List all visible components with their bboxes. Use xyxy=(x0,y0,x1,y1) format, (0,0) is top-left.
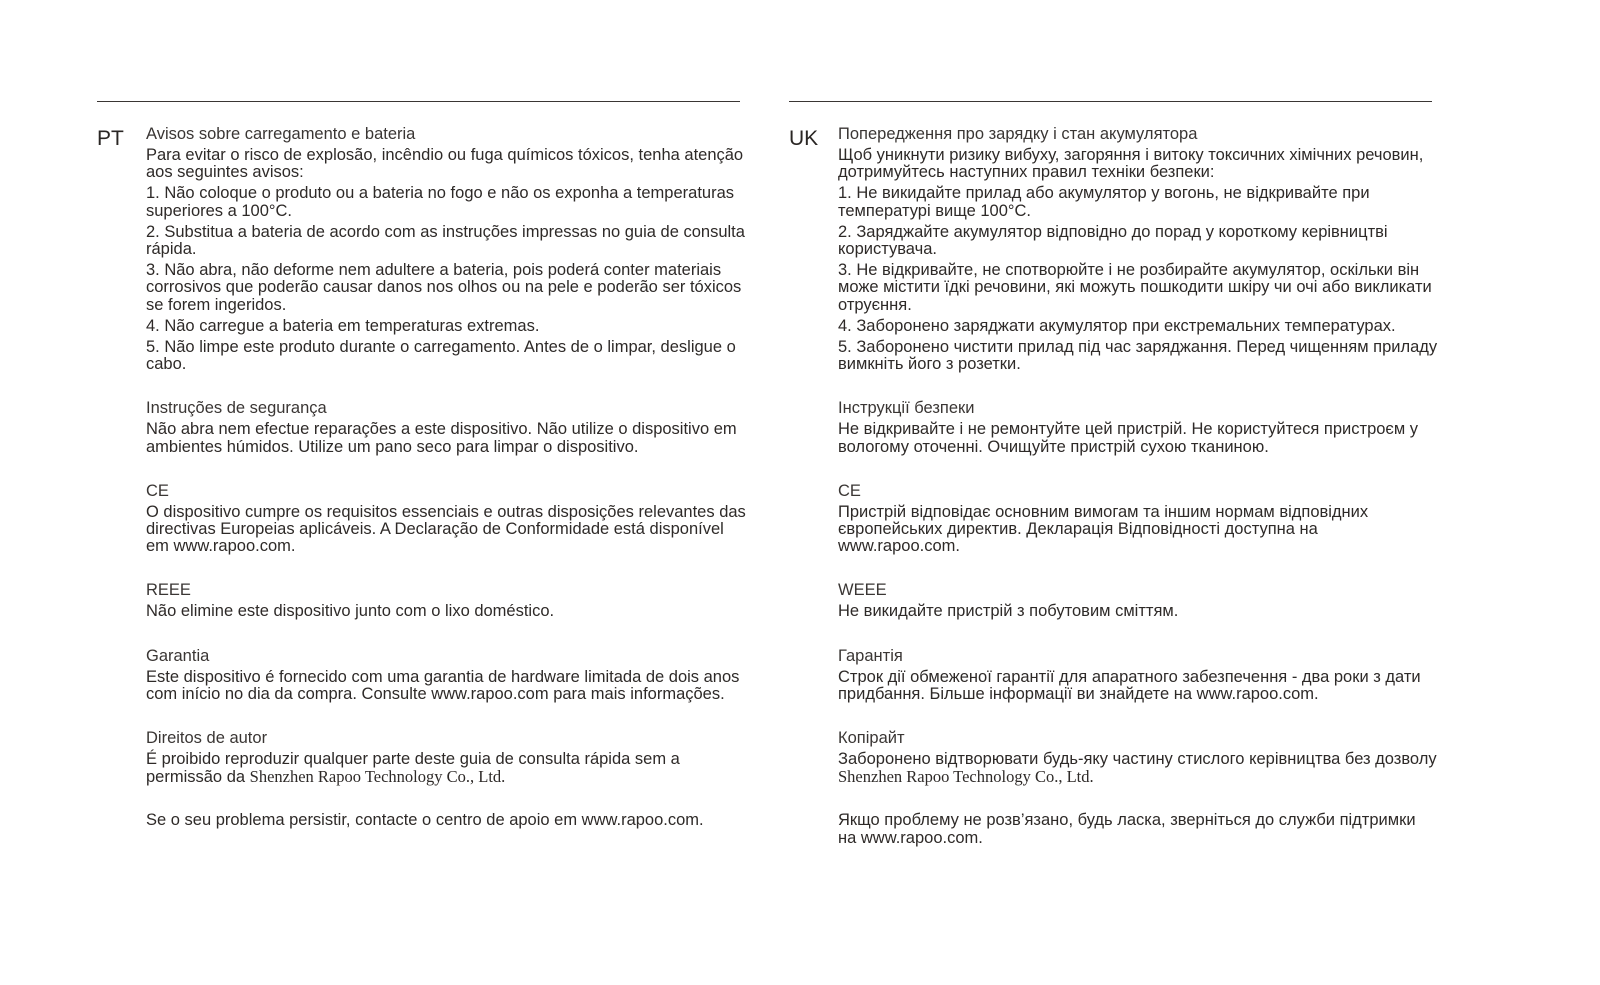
pt-ce-section xyxy=(146,482,746,556)
uk-battery-section xyxy=(838,125,1438,373)
pt-warranty-text: Este dispositivo é fornecido com uma garantia de hardware limitada de dois anos com início no dia da compra. Consulte www.rapoo.com para mais informações. xyxy=(146,667,740,703)
uk-support-text: Якщо проблему не розв’язано, будь ласка, зверніться до служби підтримки на www.rapoo.com. xyxy=(838,811,1416,847)
pt-battery-item-2: 2. Substitua a bateria de acordo com as instruções impressas no guia de consulta rápida. xyxy=(146,222,745,259)
uk-warranty-section xyxy=(838,647,1438,703)
uk-copyright-section xyxy=(838,729,1438,786)
pt-battery-item-5: 5. Não limpe este produto durante o carregamento. Antes de o limpar, desligue o cabo. xyxy=(146,338,736,374)
uk-safety-section xyxy=(838,399,1438,455)
uk-top-divider xyxy=(789,101,1432,102)
pt-safety-heading: Instruções de segurança xyxy=(146,399,327,418)
uk-battery-heading: Попередження про зарядку і стан акумулятора xyxy=(838,125,1198,143)
pt-support-section xyxy=(146,812,746,829)
uk-battery-item-1: 1. Не викидайте прилад або акумулятор у вогонь, не відкривайте при температурі вище 100°C. xyxy=(838,184,1370,220)
uk-copyright-company: Shenzhen Rapoo Technology Co., Ltd. xyxy=(838,767,1094,787)
pt-ce-text: O dispositivo cumpre os requisitos essenciais e outras disposições relevantes das directivas Europeias aplicáveis. A Declaração de Conformidade está disponível em www.rapoo.com. xyxy=(146,502,746,556)
pt-copyright-section xyxy=(146,729,746,786)
pt-battery-item-3: 3. Não abra, não deforme nem adultere a bateria, pois poderá conter materiais corrosivos que poderão causar danos nos olhos ou na pele e poderão ser tóxicos se forem ingeridos. xyxy=(146,261,742,314)
uk-warranty-text: Строк дії обмеженої гарантії для апаратного забезпечення - два роки з дати придбання. Більше інформації ви знайдете на www.rapoo.com. xyxy=(838,667,1421,703)
pt-copyright-paragraph xyxy=(146,751,746,786)
pt-weee-text: Não elimine este dispositivo junto com o lixo doméstico. xyxy=(146,602,555,621)
uk-battery-item-2: 2. Заряджайте акумулятор відповідно до порад у короткому керівництві користувача. xyxy=(838,222,1388,259)
pt-battery-item-1: 1. Não coloque o produto ou a bateria no fogo e não os exponha a temperaturas superiores a 100°C. xyxy=(146,184,735,220)
pt-support-text: Se o seu problema persistir, contacte o centro de apoio em www.rapoo.com. xyxy=(146,811,704,830)
uk-content xyxy=(838,125,1438,873)
uk-copyright-paragraph xyxy=(838,751,1438,786)
pt-top-divider xyxy=(97,101,740,102)
pt-battery-section xyxy=(146,125,746,373)
uk-battery-intro: Щоб уникнути ризику вибуху, загоряння і витоку токсичних хімічних речовин, дотримуйтесь наступних правил техніки безпеки: xyxy=(838,146,1424,182)
uk-weee-heading: WEEE xyxy=(838,581,887,600)
pt-ce-heading: CE xyxy=(146,481,169,500)
pt-safety-text: Não abra nem efectue reparações a este dispositivo. Não utilize o dispositivo em ambientes húmidos. Utilize um pano seco para limpar o dispositivo. xyxy=(146,420,737,456)
uk-ce-section xyxy=(838,482,1438,556)
uk-ce-heading: CE xyxy=(838,481,861,500)
uk-language-code: UK xyxy=(789,127,819,150)
pt-battery-intro: Para evitar o risco de explosão, incêndio ou fuga químicos tóxicos, tenha atenção aos seguintes avisos: xyxy=(146,146,744,182)
pt-weee-section xyxy=(146,581,746,620)
uk-ce-text: Пристрій відповідає основним вимогам та іншим нормам відповідних європейських директив. Декларація Відповідності доступна на www.rapoo.com. xyxy=(838,502,1369,556)
uk-weee-section xyxy=(838,581,1438,620)
uk-battery-item-3: 3. Не відкривайте, не спотворюйте і не розбирайте акумулятор, оскільки він може містити їдкі речовини, які можуть пошкодити шкіру чи очі або викликати отруєння. xyxy=(838,261,1432,314)
pt-language-code: PT xyxy=(97,127,124,150)
uk-support-section xyxy=(838,812,1438,846)
pt-copyright-heading: Direitos de autor xyxy=(146,729,268,748)
uk-copyright-heading: Копірайт xyxy=(838,729,905,748)
pt-copyright-text: É proibido reproduzir qualquer parte deste guia de consulta rápida sem a permissão da xyxy=(146,750,680,787)
pt-battery-heading: Avisos sobre carregamento e bateria xyxy=(146,125,416,143)
uk-safety-heading: Інструкції безпеки xyxy=(838,399,975,418)
uk-battery-item-4: 4. Заборонено заряджати акумулятор при екстремальних температурах. xyxy=(838,316,1396,335)
pt-weee-heading: REEE xyxy=(146,581,191,600)
pt-battery-item-4: 4. Não carregue a bateria em temperaturas extremas. xyxy=(146,316,540,335)
pt-safety-section xyxy=(146,399,746,455)
pt-column xyxy=(97,0,746,985)
uk-copyright-text: Заборонено відтворювати будь-яку частину стислого керівництва без дозволу xyxy=(838,750,1437,769)
uk-battery-item-5: 5. Заборонено чистити прилад під час заряджання. Перед чищенням приладу вимкніть його з розетки. xyxy=(838,338,1438,374)
pt-copyright-company: Shenzhen Rapoo Technology Co., Ltd. xyxy=(249,767,506,787)
pt-warranty-section xyxy=(146,647,746,703)
uk-safety-text: Не відкривайте і не ремонтуйте цей пристрій. Не користуйтеся пристроєм у вологому оточенні. Очищуйте пристрій сухою тканиною. xyxy=(838,420,1419,456)
uk-weee-text: Не викидайте пристрій з побутовим сміттям. xyxy=(838,602,1179,621)
pt-warranty-heading: Garantia xyxy=(146,646,210,665)
uk-warranty-heading: Гарантія xyxy=(838,646,903,665)
pt-content xyxy=(146,125,746,856)
uk-column xyxy=(789,0,1438,985)
